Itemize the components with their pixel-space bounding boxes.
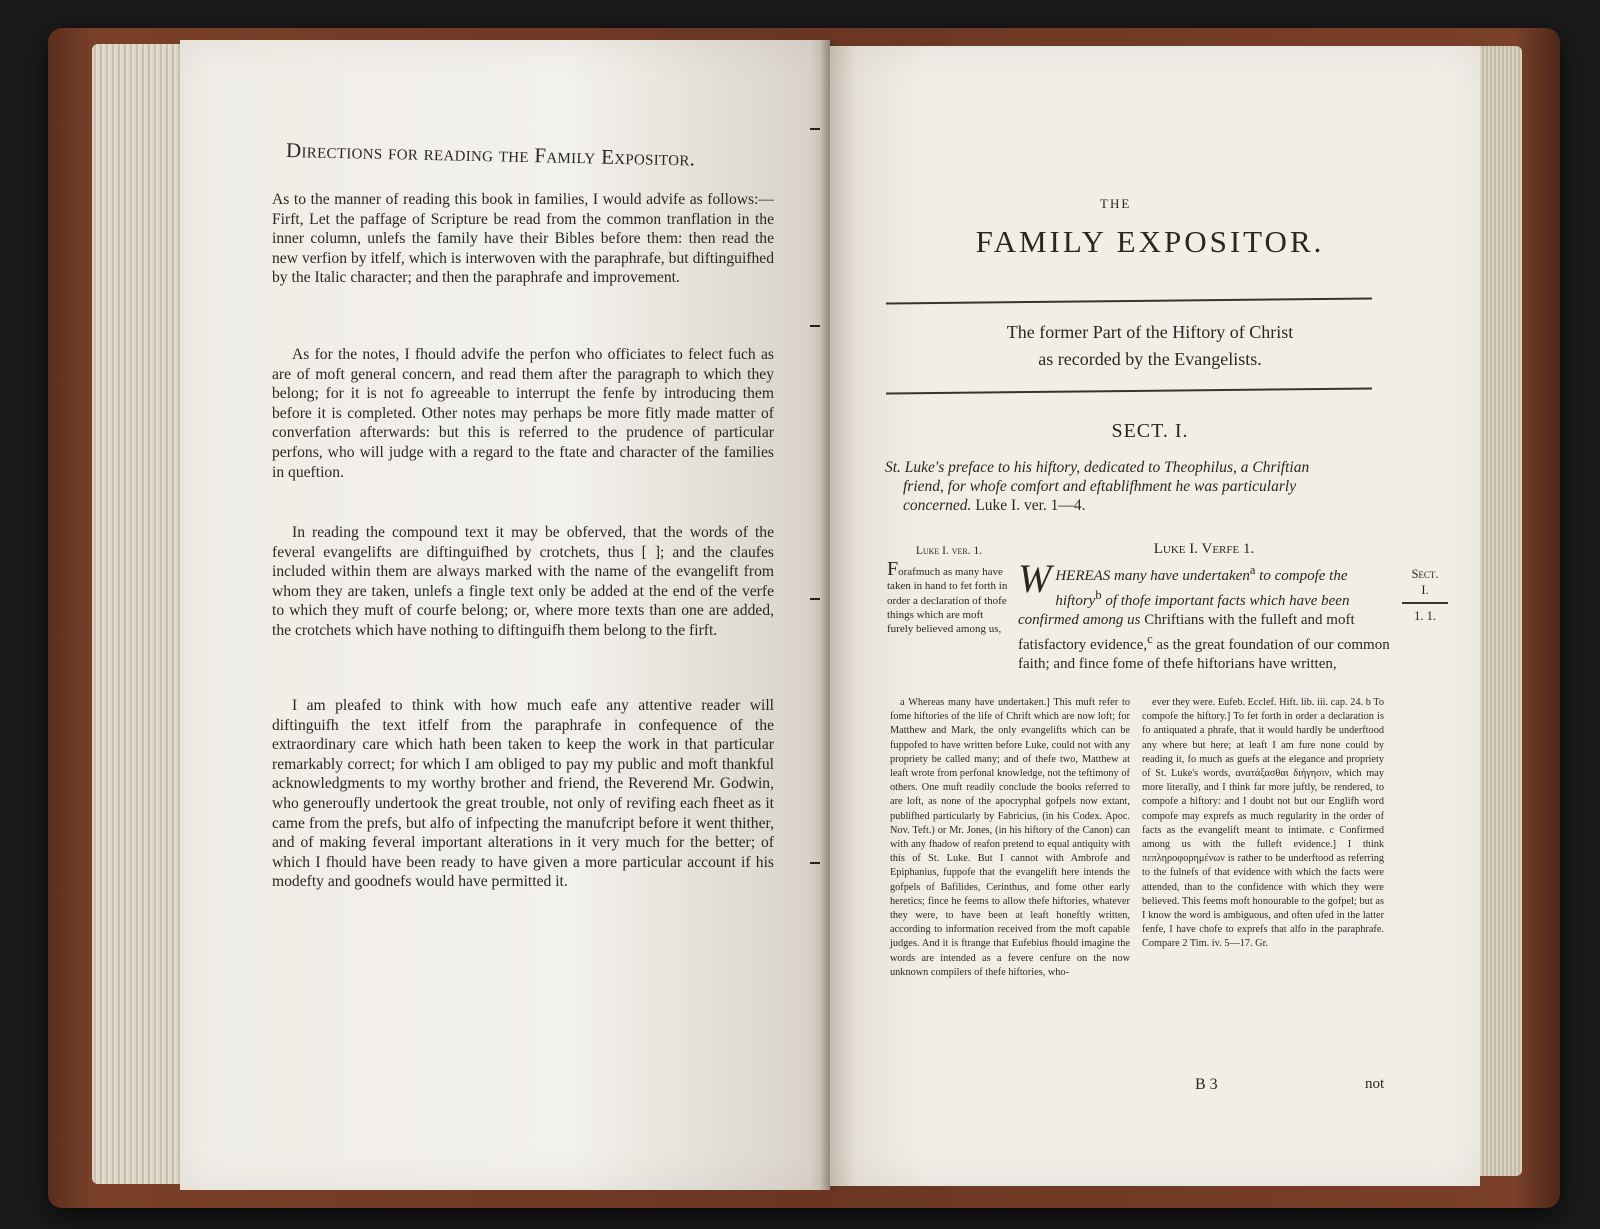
column-text: orafmuch as many have taken in hand to fet forth in order a declaration of thofe things which are moft furely believed among us, (887, 566, 1008, 636)
drop-initial: F (887, 558, 899, 581)
section-heading: SECT. I. (1111, 420, 1189, 442)
summary-line-3 (885, 496, 1385, 515)
text-segment: to compofe the hiftory (1055, 568, 1348, 609)
column-header: Luke I. Verfe 1. (1153, 541, 1255, 557)
column-header: Luke I. ver. 1. (915, 545, 983, 557)
heading-text: Directions for reading the Family Expositor. (285, 137, 696, 171)
paragraph-text: As for the notes, I fhould advife the perfon who officiates to felect fuch as are of moft general concern, and read them after the paragraph to which they belong; for it is not fo agreeable to interrupt the fenfe by introducing them before it is completed. Other notes may perhaps be more fitly made matter of converfation afterwards: but this is referred to the prudence of particular perfons, who will judge with a regard to the ftate and character of the families in queftion. (272, 346, 774, 481)
text-segment: as the great foundation of our common faith; and fince fome of thefe hiftorians have written, (1018, 637, 1390, 672)
text-segment: of thofe important facts which have been confirmed among us (1018, 593, 1350, 628)
footnotes-column-a (890, 696, 1130, 980)
text-segment: Chriftians with the fulleft and moft fatisfactory evidence, (1018, 612, 1355, 653)
paragraph-2 (272, 345, 774, 482)
binding-thread (810, 862, 820, 864)
binding-thread (810, 325, 820, 327)
page-edges-right (1480, 46, 1522, 1176)
common-translation-column (887, 544, 1011, 636)
paragraph-text: As to the manner of reading this book in families, I would advife as follows:—Firft, Let the paffage of Scripture be read from the common tranflation in the inner column, unlefs the family have their Bibles before them: then read the new verfion by itfelf, which is interwoven with the paraphrafe, but diftinguifhed by the Italic character; and then the paraphrafe and improvement. (272, 191, 774, 287)
drop-initial: W (1018, 556, 1052, 601)
paragraph-3 (272, 523, 774, 641)
text-segment: HEREAS many have undertaken (1055, 568, 1250, 584)
section-margin-note (1395, 566, 1455, 624)
left-page-heading (286, 138, 766, 173)
paragraph-text: In reading the compound text it may be obferved, that the words of the feveral evangelifts are diftinguifhed by crotchets, thus [ ]; and the claufes included within them are always marked with the name of the evangelift from whom they are taken, unlefs a fingle text only be added at the end of the verfe to which they muft of courfe belong; or, where more texts than one are added, the crotchets which have nothing to diftinguifh them belong to the firft. (272, 524, 774, 639)
footnote-text: a Whereas many have undertaken.] This muft refer to fome hiftories of the life of Chrift which are now loft; for Matthew and Mark, the only evangelifts which can be fuppofed to have written before Luke, could not with any propriety be called many; and of thefe two, Matthew at leaft wrote from perfonal knowledge, not the teftimony of others. One muft readily conclude the books referred to are loft, as none of the apocryphal gofpels now extant, publifhed particularly by Fabricius, (in his Codex. Apoc. Nov. Teft.) or Mr. Jones, (in his hiftory of the Canon) can with any fhadow of reafon pretend to equal antiquity with this of St. Luke. But I cannot with Ambrofe and Epiphanius, fuppofe that the evangelift here intends the gofpels of Bafilides, Cerinthus, and fome other early heretics; fince he feems to allow thefe hiftories, whatever they were, to have been at leaft honeftly written, according to information received from the moft capable judges. And it is ftrange that Eufebius fhould imagine the words are intended as a fevere cenfure on the now unknown compilers of thefe hiftories, who- (890, 697, 1130, 978)
paragraph-text: I am pleafed to think with how much eafe any attentive reader will diftinguifh the text itfelf from the paraphrafe in confequence of the extraordinary care which hath been taken to keep the work in that particular remarkably correct; for which I am obliged to pay my public and moft thankful acknowledgments to my worthy brother and friend, the Reverend Mr. Godwin, who generoufly undertook the great trouble, not only of revifing each fheet as it came from the prefs, but alfo of infpecting the manufcript before it went thither, and of making feveral important alterations in it very much for the better; of which I fhould have been ready to have given a more particular account if his modefty and goodnefs would have permitted it. (272, 697, 774, 891)
paraphrase-column: Luke I. Verfe 1. W HEREAS many have undertaken$^a$ to compofe the hiftory$^b$ of thofe important facts which have been confirmed among us Chriftians with the fulleft and moft fatisfactory evidence,$^c$ as the great foundation of our common faith; and fince fome of thefe hiftorians have written, (1018, 541, 1390, 672)
title-rule-top (886, 297, 1372, 304)
margin-sub-number: 1. 1. (1414, 609, 1436, 623)
footnote-text: ever they were. Eufeb. Ecclef. Hift. lib. iii. cap. 24. b To compofe the hiftory.] To fet forth in order a declaration is fo antiquated a phrafe, that it would hardly be underftood any where but here; at leaft I am fure none could by reading it, fo much as guefs at the elegance and propriety of St. Luke's words, ανατάξασθαι διήγησιν, which may more literally, and I think far more juftly, be rendered, to compofe a hiftory: and I doubt not but our Englifh word compofe may exprefs as much regularity in the order of facts as the evangelift meant to intimate. c Confirmed among us with the fulleft evidence.] I think πεπληροφορημένων is rather to be underftood as referring to the fulnefs of that evidence with which the facts were attended, than to the confidence with which they were believed. This feems moft honourable to the gofpel; but as I know the word is ambiguous, and often ufed in the latter fenfe, I have chofe to exprefs that alfo in the paraphrafe. Compare 2 Tim. iv. 5—17. Gr. (1142, 697, 1384, 950)
footnotes-column-b (1142, 696, 1384, 952)
title-rule-bottom (886, 387, 1372, 394)
binding-thread (810, 598, 820, 600)
summary-line-2: friend, for whofe comfort and eftablifhment he was particularly (903, 478, 1297, 495)
left-page (180, 40, 830, 1190)
binding-thread (810, 128, 820, 130)
catchword: not (1365, 1076, 1385, 1092)
title-the: THE (1100, 196, 1132, 211)
summary-reference: Luke I. ver. 1—4. (975, 497, 1086, 514)
margin-rule (1402, 602, 1448, 604)
right-page (830, 46, 1480, 1186)
paragraph-4 (272, 696, 774, 892)
margin-sect-label: Sect. (1411, 567, 1439, 581)
summary-line-1: St. Luke's preface to his hiftory, dedicated to Theophilus, a Chriftian (885, 459, 1310, 476)
subtitle-line-1: The former Part of the Hiftory of Christ (1006, 322, 1294, 342)
margin-sect-number: I. (1421, 583, 1429, 597)
subtitle-line-2: as recorded by the Evangelists. (1038, 349, 1262, 369)
signature-mark: B 3 (1195, 1076, 1218, 1093)
summary-line-3-italic: concerned. (903, 497, 972, 514)
section-summary (885, 458, 1385, 515)
book-title: FAMILY EXPOSITOR. (975, 224, 1325, 259)
page-edges-left (92, 44, 188, 1184)
paragraph-1 (272, 190, 774, 288)
